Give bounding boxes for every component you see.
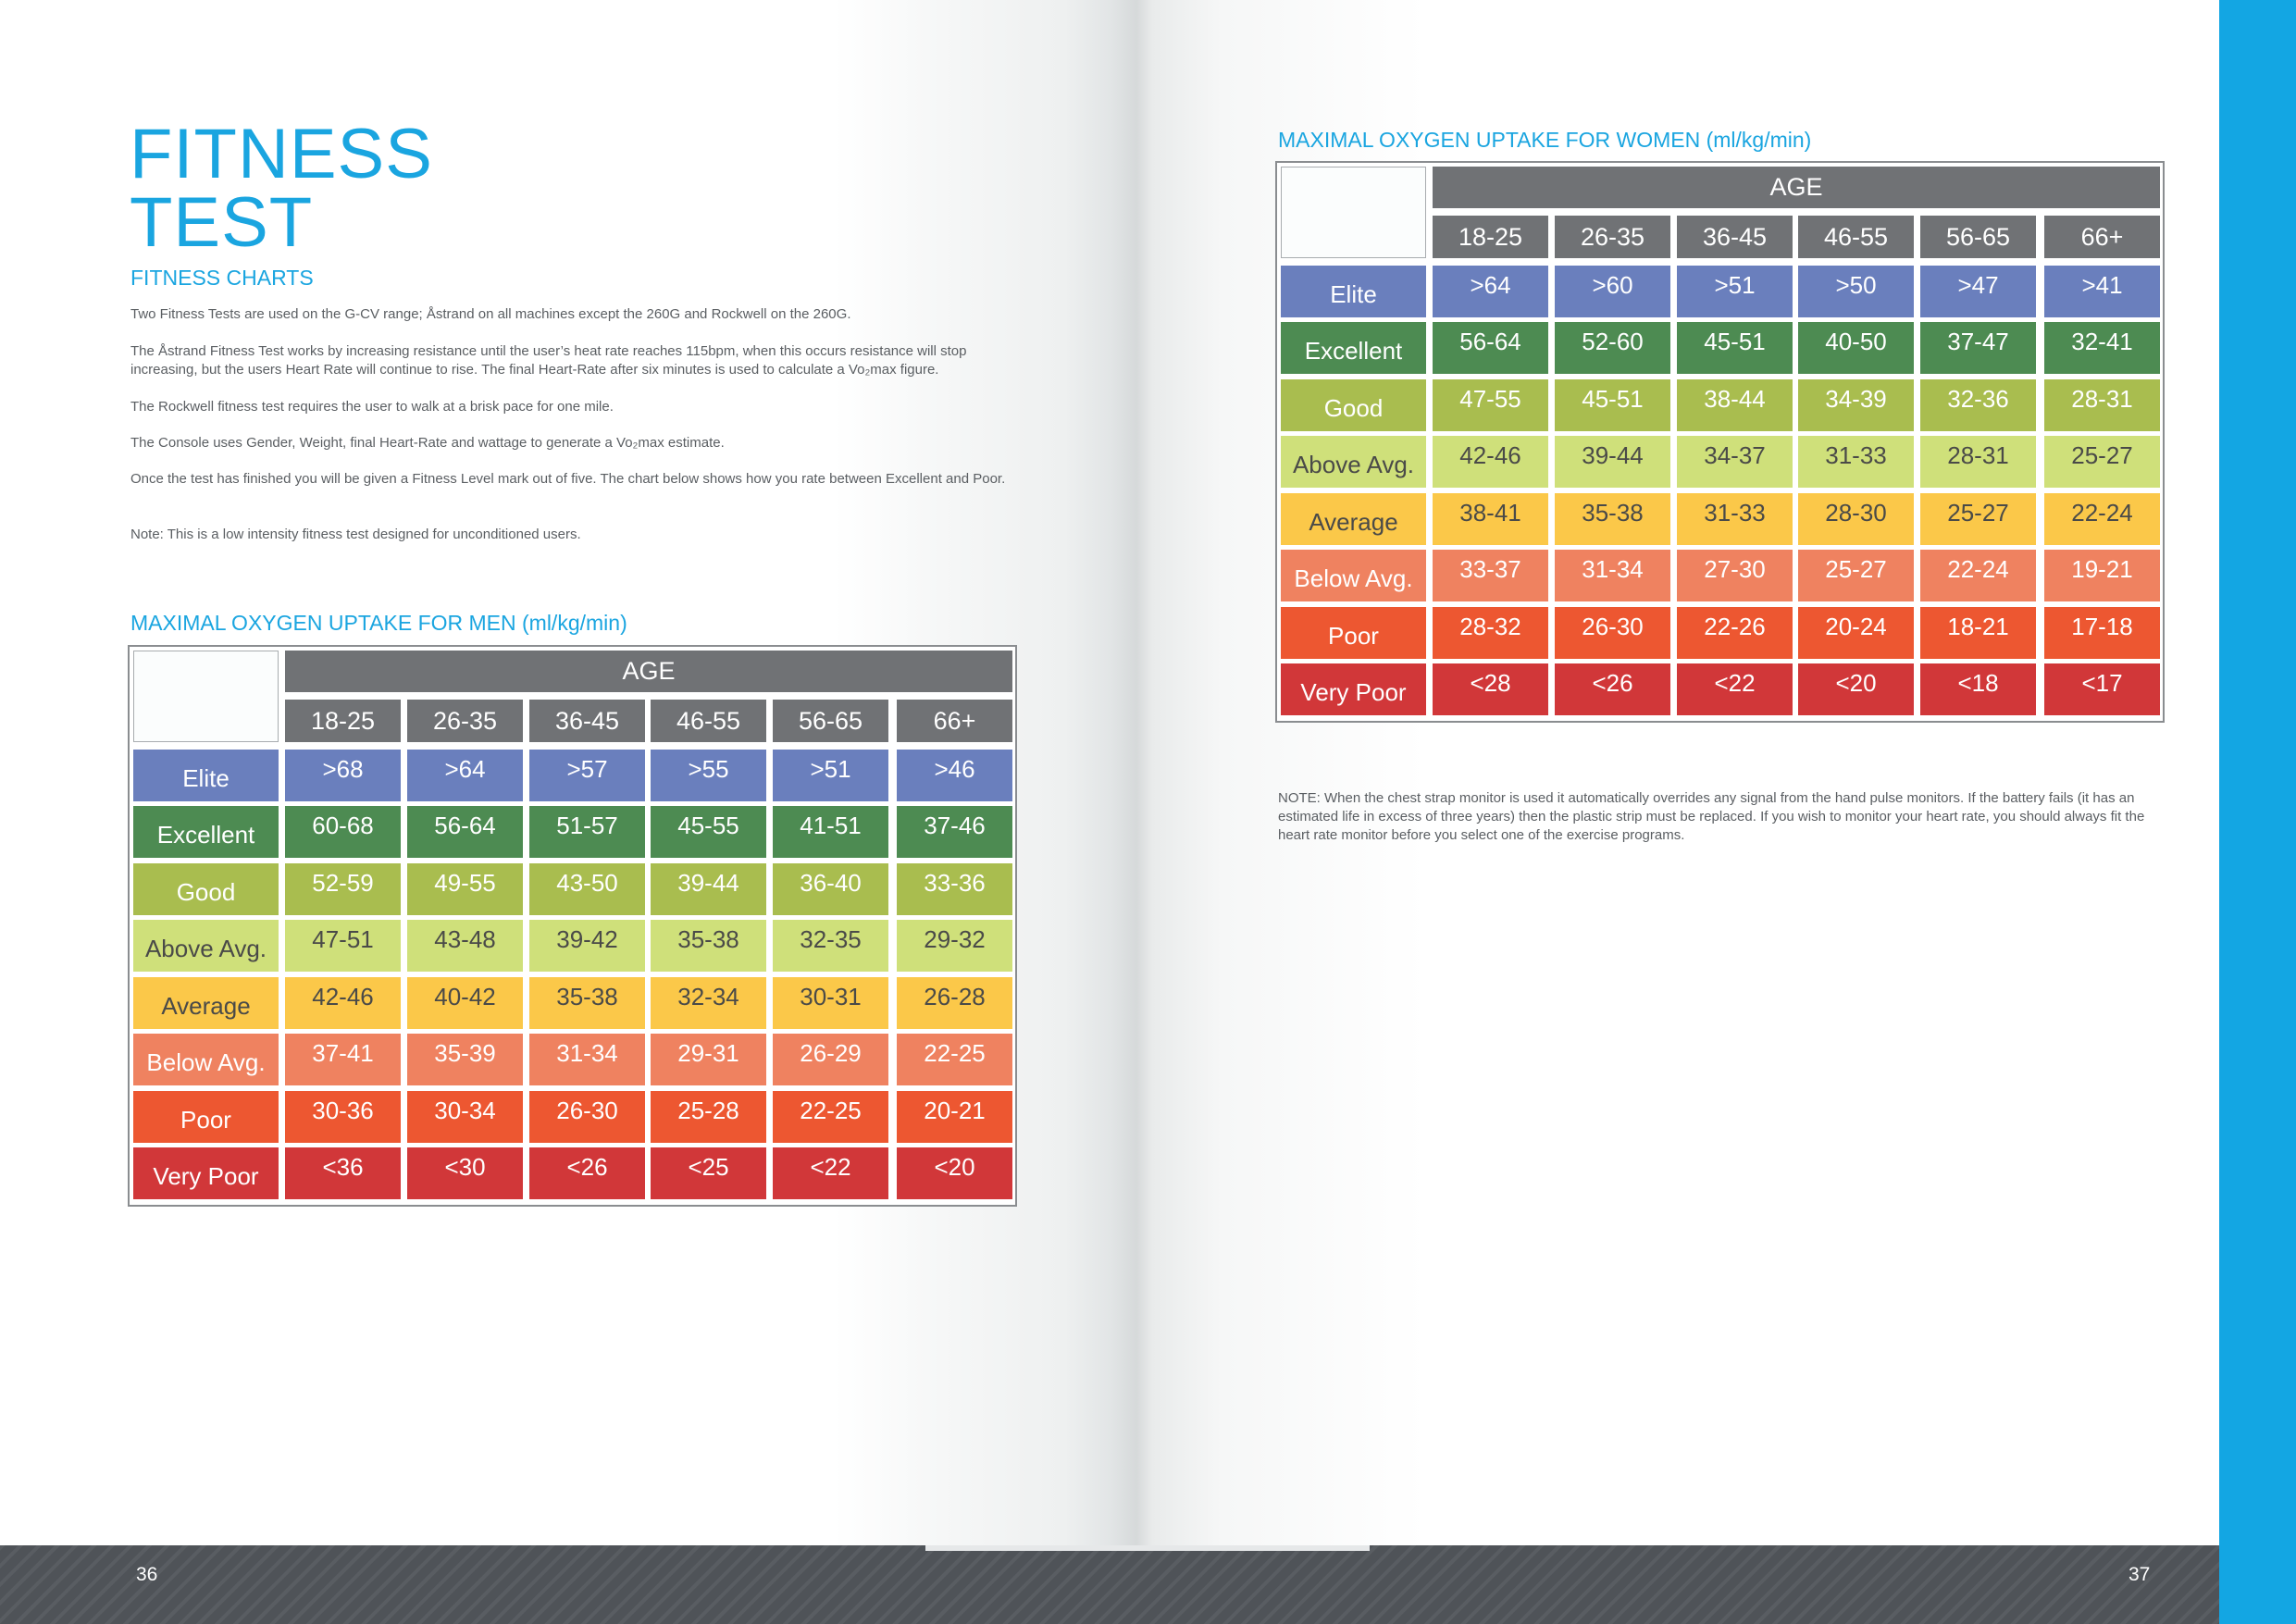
- vo2max-value-cell: 32-35: [773, 920, 888, 972]
- paragraph-tests-used: Two Fitness Tests are used on the G-CV range; Åstrand on all machines except the 260G and Rockwell on the 260G.: [130, 306, 851, 322]
- vo2max-value-cell: 30-31: [773, 977, 888, 1029]
- page-footer-bar: [0, 1545, 2219, 1624]
- fitness-level-label: Excellent: [1281, 322, 1426, 374]
- vo2max-value-cell: 49-55: [407, 863, 523, 915]
- vo2max-value-cell: <22: [1677, 663, 1793, 715]
- fitness-level-label: Good: [133, 863, 279, 915]
- vo2max-value-cell: 37-47: [1920, 322, 2036, 374]
- age-header: AGE: [1433, 167, 2160, 208]
- vo2max-value-cell: 40-50: [1798, 322, 1914, 374]
- fitness-level-label: Very Poor: [1281, 663, 1426, 715]
- age-group-header: 66+: [897, 700, 1012, 742]
- vo2max-value-cell: 45-55: [651, 806, 766, 858]
- vo2max-value-cell: >57: [529, 750, 645, 801]
- vo2max-value-cell: 45-51: [1555, 379, 1670, 431]
- vo2max-value-cell: 28-32: [1433, 607, 1548, 659]
- vo2max-value-cell: >64: [407, 750, 523, 801]
- vo2max-value-cell: 39-42: [529, 920, 645, 972]
- vo2max-value-cell: 28-31: [2044, 379, 2160, 431]
- men-vo2max-table: [128, 645, 1017, 1207]
- age-group-header: 56-65: [773, 700, 888, 742]
- vo2max-value-cell: <30: [407, 1147, 523, 1199]
- vo2max-value-cell: 20-21: [897, 1091, 1012, 1143]
- fitness-level-label: Good: [1281, 379, 1426, 431]
- age-group-header: 18-25: [1433, 216, 1548, 258]
- paragraph-astrand-test: The Åstrand Fitness Test works by increasing resistance until the user’s heat rate reaches 115bpm, when this occurs resistance will stop increasing, but the users Heart Rate will continue to rise. The final Heart-Rate after six minutes is used to calculate a Vo₂max figure.: [130, 343, 967, 378]
- vo2max-value-cell: 25-27: [1920, 493, 2036, 545]
- vo2max-value-cell: 60-68: [285, 806, 401, 858]
- vo2max-value-cell: 35-38: [651, 920, 766, 972]
- fitness-level-label: Excellent: [133, 806, 279, 858]
- vo2max-value-cell: 35-38: [1555, 493, 1670, 545]
- age-header: AGE: [285, 651, 1012, 692]
- vo2max-value-cell: <26: [529, 1147, 645, 1199]
- vo2max-value-cell: 41-51: [773, 806, 888, 858]
- table-corner-blank: [1281, 167, 1426, 258]
- men-table-title: MAXIMAL OXYGEN UPTAKE FOR MEN (ml/kg/min): [130, 611, 627, 635]
- vo2max-value-cell: 52-60: [1555, 322, 1670, 374]
- fitness-charts-heading: FITNESS CHARTS: [130, 266, 314, 290]
- vo2max-value-cell: 37-46: [897, 806, 1012, 858]
- vo2max-value-cell: 42-46: [285, 977, 401, 1029]
- vo2max-value-cell: 32-34: [651, 977, 766, 1029]
- vo2max-value-cell: 22-25: [897, 1034, 1012, 1085]
- paragraph-fitness-level: Once the test has finished you will be given a Fitness Level mark out of five. The chart below shows how you rate between Excellent and Poor.: [130, 471, 1006, 487]
- vo2max-value-cell: 43-50: [529, 863, 645, 915]
- women-vo2max-table: [1275, 161, 2165, 723]
- vo2max-value-cell: 30-34: [407, 1091, 523, 1143]
- vo2max-value-cell: <36: [285, 1147, 401, 1199]
- fitness-level-label: Poor: [1281, 607, 1426, 659]
- vo2max-value-cell: <28: [1433, 663, 1548, 715]
- paragraph-intensity-note: Note: This is a low intensity fitness test designed for unconditioned users.: [130, 527, 581, 542]
- vo2max-value-cell: 35-39: [407, 1034, 523, 1085]
- vo2max-value-cell: 56-64: [407, 806, 523, 858]
- vo2max-value-cell: 25-28: [651, 1091, 766, 1143]
- vo2max-value-cell: 38-41: [1433, 493, 1548, 545]
- vo2max-value-cell: >60: [1555, 266, 1670, 317]
- title-line-2: TEST: [130, 183, 314, 262]
- vo2max-value-cell: 25-27: [2044, 436, 2160, 488]
- fitness-level-label: Elite: [1281, 266, 1426, 317]
- vo2max-value-cell: <18: [1920, 663, 2036, 715]
- vo2max-value-cell: 39-44: [1555, 436, 1670, 488]
- page-number-left: 36: [136, 1564, 158, 1585]
- vo2max-value-cell: <20: [1798, 663, 1914, 715]
- vo2max-value-cell: 18-21: [1920, 607, 2036, 659]
- title-line-1: FITNESS: [130, 115, 433, 193]
- vo2max-value-cell: 31-34: [1555, 550, 1670, 601]
- age-group-header: 26-35: [1555, 216, 1670, 258]
- vo2max-value-cell: 17-18: [2044, 607, 2160, 659]
- fitness-level-label: Above Avg.: [133, 920, 279, 972]
- vo2max-value-cell: 28-30: [1798, 493, 1914, 545]
- age-group-header: 56-65: [1920, 216, 2036, 258]
- age-group-header: 46-55: [1798, 216, 1914, 258]
- vo2max-value-cell: 26-30: [529, 1091, 645, 1143]
- fitness-level-label: Below Avg.: [1281, 550, 1426, 601]
- vo2max-value-cell: >46: [897, 750, 1012, 801]
- vo2max-value-cell: 20-24: [1798, 607, 1914, 659]
- vo2max-value-cell: 19-21: [2044, 550, 2160, 601]
- vo2max-value-cell: 31-34: [529, 1034, 645, 1085]
- fitness-level-label: Elite: [133, 750, 279, 801]
- vo2max-value-cell: 29-31: [651, 1034, 766, 1085]
- vo2max-value-cell: 52-59: [285, 863, 401, 915]
- vo2max-value-cell: 26-28: [897, 977, 1012, 1029]
- vo2max-value-cell: 33-37: [1433, 550, 1548, 601]
- vo2max-value-cell: 30-36: [285, 1091, 401, 1143]
- vo2max-value-cell: 33-36: [897, 863, 1012, 915]
- vo2max-value-cell: 47-51: [285, 920, 401, 972]
- vo2max-value-cell: 39-44: [651, 863, 766, 915]
- age-group-header: 36-45: [1677, 216, 1793, 258]
- blue-page-edge: [2219, 0, 2296, 1624]
- fitness-level-label: Poor: [133, 1091, 279, 1143]
- vo2max-value-cell: 38-44: [1677, 379, 1793, 431]
- vo2max-value-cell: 34-37: [1677, 436, 1793, 488]
- fitness-level-label: Average: [1281, 493, 1426, 545]
- table-corner-blank: [133, 651, 279, 742]
- age-group-header: 36-45: [529, 700, 645, 742]
- vo2max-value-cell: 22-24: [2044, 493, 2160, 545]
- vo2max-value-cell: >47: [1920, 266, 2036, 317]
- paragraph-rockwell-test: The Rockwell fitness test requires the user to walk at a brisk pace for one mile.: [130, 399, 614, 415]
- vo2max-value-cell: 42-46: [1433, 436, 1548, 488]
- vo2max-value-cell: <17: [2044, 663, 2160, 715]
- vo2max-value-cell: 35-38: [529, 977, 645, 1029]
- vo2max-value-cell: 26-30: [1555, 607, 1670, 659]
- vo2max-value-cell: 51-57: [529, 806, 645, 858]
- vo2max-value-cell: 32-36: [1920, 379, 2036, 431]
- vo2max-value-cell: 34-39: [1798, 379, 1914, 431]
- fitness-level-label: Below Avg.: [133, 1034, 279, 1085]
- vo2max-value-cell: <22: [773, 1147, 888, 1199]
- page-number-right: 37: [2128, 1564, 2151, 1585]
- vo2max-value-cell: 22-26: [1677, 607, 1793, 659]
- vo2max-value-cell: 29-32: [897, 920, 1012, 972]
- vo2max-value-cell: 43-48: [407, 920, 523, 972]
- age-group-header: 46-55: [651, 700, 766, 742]
- vo2max-value-cell: >64: [1433, 266, 1548, 317]
- vo2max-value-cell: 56-64: [1433, 322, 1548, 374]
- vo2max-value-cell: 25-27: [1798, 550, 1914, 601]
- vo2max-value-cell: 40-42: [407, 977, 523, 1029]
- vo2max-value-cell: >51: [1677, 266, 1793, 317]
- fitness-level-label: Very Poor: [133, 1147, 279, 1199]
- vo2max-value-cell: 26-29: [773, 1034, 888, 1085]
- vo2max-value-cell: >51: [773, 750, 888, 801]
- fitness-level-label: Above Avg.: [1281, 436, 1426, 488]
- vo2max-value-cell: <25: [651, 1147, 766, 1199]
- vo2max-value-cell: >41: [2044, 266, 2160, 317]
- vo2max-value-cell: 47-55: [1433, 379, 1548, 431]
- chest-strap-note: NOTE: When the chest strap monitor is used it automatically overrides any signal from the hand pulse monitors. If the battery fails (it has an estimated life in excess of three years) then the plastic strip must be replaced. If you wish to monitor your heart rate, you should always fit the heart rate monitor before you select one of the exercise programs.: [1278, 790, 2145, 843]
- vo2max-value-cell: <26: [1555, 663, 1670, 715]
- vo2max-value-cell: 31-33: [1798, 436, 1914, 488]
- vo2max-value-cell: <20: [897, 1147, 1012, 1199]
- page-title: [130, 115, 433, 262]
- age-group-header: 26-35: [407, 700, 523, 742]
- vo2max-value-cell: 22-24: [1920, 550, 2036, 601]
- vo2max-value-cell: 45-51: [1677, 322, 1793, 374]
- vo2max-value-cell: 31-33: [1677, 493, 1793, 545]
- footer-center-notch: [925, 1545, 1370, 1551]
- paragraph-console-estimate: The Console uses Gender, Weight, final Heart-Rate and wattage to generate a Vo₂max estimate.: [130, 435, 725, 451]
- vo2max-value-cell: 37-41: [285, 1034, 401, 1085]
- vo2max-value-cell: >50: [1798, 266, 1914, 317]
- vo2max-value-cell: 22-25: [773, 1091, 888, 1143]
- age-group-header: 66+: [2044, 216, 2160, 258]
- vo2max-value-cell: >55: [651, 750, 766, 801]
- age-group-header: 18-25: [285, 700, 401, 742]
- vo2max-value-cell: >68: [285, 750, 401, 801]
- fitness-level-label: Average: [133, 977, 279, 1029]
- vo2max-value-cell: 36-40: [773, 863, 888, 915]
- vo2max-value-cell: 28-31: [1920, 436, 2036, 488]
- vo2max-value-cell: 27-30: [1677, 550, 1793, 601]
- vo2max-value-cell: 32-41: [2044, 322, 2160, 374]
- women-table-title: MAXIMAL OXYGEN UPTAKE FOR WOMEN (ml/kg/min): [1278, 128, 1812, 152]
